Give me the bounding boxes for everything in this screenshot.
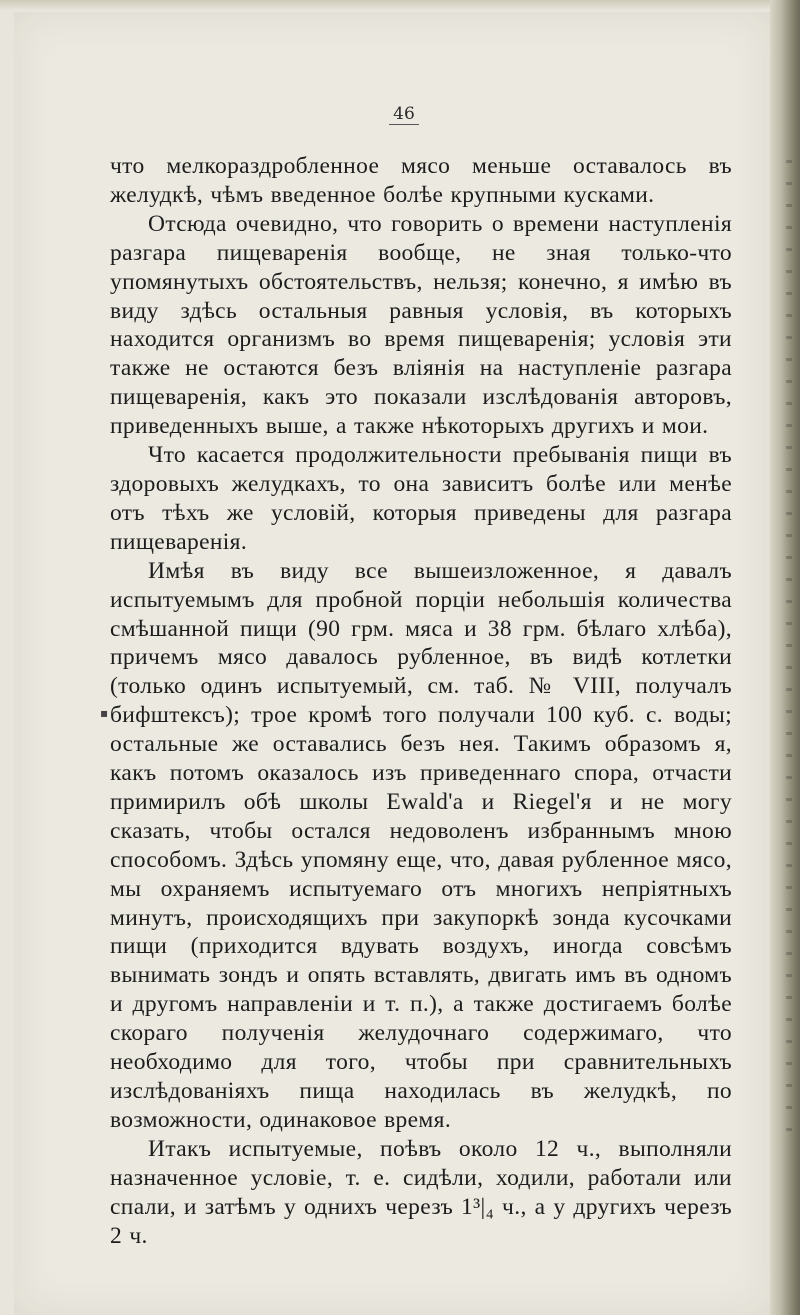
- paragraph-3: Что касается продолжительности пребыванія пищи въ здоровыхъ желудкахъ, то она зависитъ болѣе или менѣе отъ тѣхъ же условій, которыя приведены для разгара пищеваренія.: [110, 442, 732, 555]
- top-page-edge: [0, 0, 800, 10]
- page-number: [0, 104, 800, 125]
- paragraph-1: что мелкораздробленное мясо меньше оставалось въ желудкѣ, чѣмъ введенное болѣе крупными кусками.: [110, 153, 732, 208]
- edge-texture: [786, 160, 792, 1140]
- page-number-text: 46: [389, 104, 419, 125]
- paragraph-5: Итакъ испытуемые, поѣвъ около 12 ч., выполняли назначенное условіе, т. е. сидѣли, ходили, работали или спали, и затѣмъ у однихъ черезъ 1³|₄ ч., а у другихъ черезъ 2 ч.: [110, 1135, 732, 1249]
- paragraph-2: Отсюда очевидно, что говорить о времени наступленія разгара пищеваренія вообще, не зная только-что упомянутыхъ обстоятельствъ, нельзя; конечно, я имѣю въ виду здѣсь остальныя равныя условія, въ которыхъ находится организмъ во время пищеваренія; условія эти также не остаются безъ вліянія на наступленіе разгара пищеваренія, какъ это показали изслѣдованія авторовъ, приведенныхъ выше, а также нѣкоторыхъ другихъ и мои.: [110, 210, 732, 440]
- body-text: [110, 152, 732, 1250]
- book-spine-edge: [770, 0, 800, 1315]
- paragraph-4: Имѣя въ виду все вышеизложенное, я давалъ испытуемымъ для пробной порціи небольшія количества смѣшанной пищи (90 грм. мяса и 38 грм. бѣлаго хлѣба), причемъ мясо давалось рубленное, въ видѣ котлетки (только одинъ испытуемый, см. таб. № VIII, получалъ бифштексъ); трое кромѣ того получали 100 куб. с. воды; остальные же оставались безъ нея. Такимъ образомъ я, какъ потомъ оказалось изъ приведеннаго спора, отчасти примирилъ обѣ школы Ewald'a и Riegel'я и не могу сказать, чтобы остался недоволенъ избраннымъ мною способомъ. Здѣсь упомяну еще, что, давая рубленное мясо, мы охраняемъ испытуемаго отъ многихъ непріятныхъ минутъ, происходящихъ при закупоркѣ зонда кусочками пищи (приходится вдувать воздухъ, иногда совсѣмъ вынимать зондъ и опять вставлять, двигать имъ въ одномъ и другомъ направленіи и т. п.), а также достигаемъ болѣе скораго полученія желудочнаго содержимаго, что необходимо для того, чтобы при сравнительныхъ изслѣдованіяхъ пища находилась въ желудкѣ, по возможности, одинаковое время.: [110, 557, 732, 1133]
- margin-mark: ▪: [100, 706, 109, 720]
